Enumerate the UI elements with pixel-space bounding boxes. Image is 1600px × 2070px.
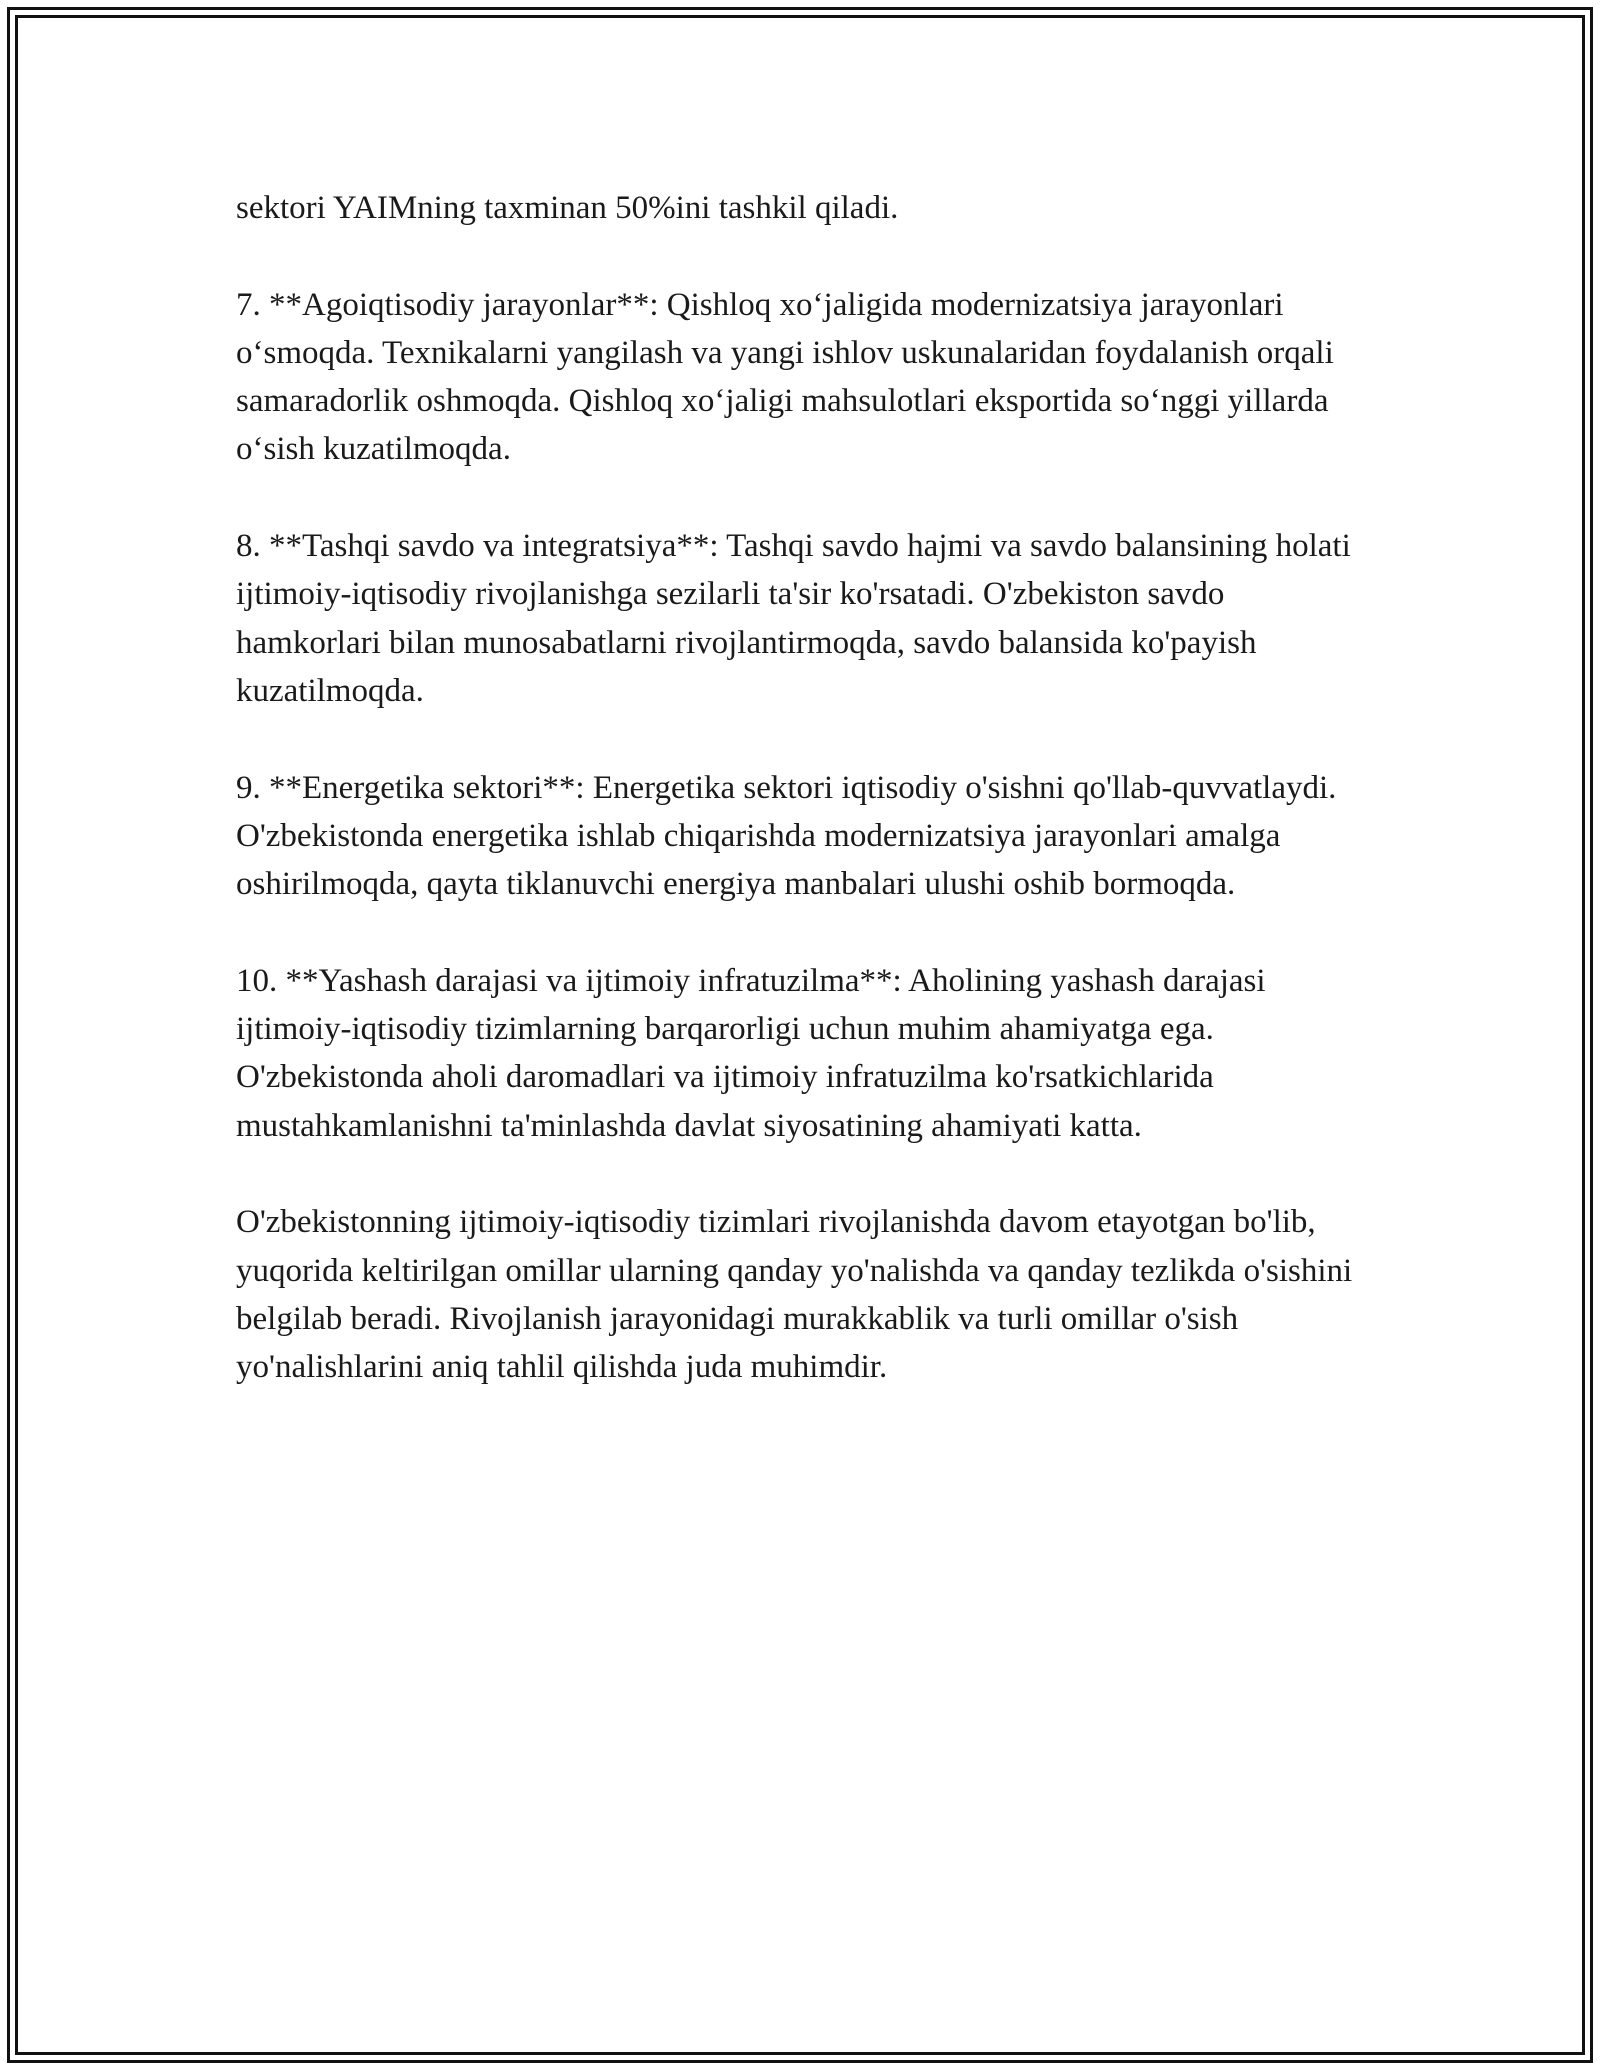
paragraph-continuation: sektori YAIMning taxminan 50%ini tashkil qiladi. xyxy=(236,190,899,226)
paragraph-conclusion: O'zbekistonning ijtimoiy-iqtisodiy tizimlari rivojlanishda davom etayotgan bo'lib, yuqorida keltirilgan omillar ularning qanday yo'nalishda va qanday tezlikda o'sishini belgilab beradi. Rivojlanish jarayonidagi murakkablik va turli omillar o'sish yo'nalishlarini aniq tahlil qilishda juda muhimdir. xyxy=(236,1204,1353,1386)
paragraph-foreign-trade: 8. **Tashqi savdo va integratsiya**: Tashqi savdo hajmi va savdo balansining holati ijtimoiy-iqtisodiy rivojlanishga sezilarli ta'sir ko'rsatadi. O'zbekiston savdo hamkorlari bilan munosabatlarni rivojlantirmoqda, savdo balansida ko'payish kuzatilmoqda. xyxy=(236,528,1351,709)
paragraph-energy-sector: 9. **Energetika sektori**: Energetika sektori iqtisodiy o'sishni qo'llab-quvvatlaydi. O'zbekistonda energetika ishlab chiqarishda modernizatsiya jarayonlari amalga oshirilmoqda, qayta tiklanuvchi energiya manbalari ulushi oshib bormoqda. xyxy=(236,769,1337,903)
document-body xyxy=(236,184,1366,1440)
paragraph-living-standards: 10. **Yashash darajasi va ijtimoiy infratuzilma**: Aholining yashash darajasi ijtimoiy-iqtisodiy tizimlarning barqarorligi uchun muhim ahamiyatga ega. O'zbekistonda aholi daromadlari va ijtimoiy infratuzilma ko'rsatkichlarida mustahkamlanishni ta'minlashda davlat siyosatining ahamiyati katta. xyxy=(236,962,1266,1144)
paragraph-agro-economic-processes: 7. **Agoiqtisodiy jarayonlar**: Qishloq xoʻjaligida modernizatsiya jarayonlari oʻsmoqda. Texnikalarni yangilash va yangi ishlov uskunalaridan foydalanish orqali samaradorlik oshmoqda. Qishloq xoʻjaligi mahsulotlari eksportida soʻnggi yillarda oʻsish kuzatilmoqda. xyxy=(236,286,1334,468)
